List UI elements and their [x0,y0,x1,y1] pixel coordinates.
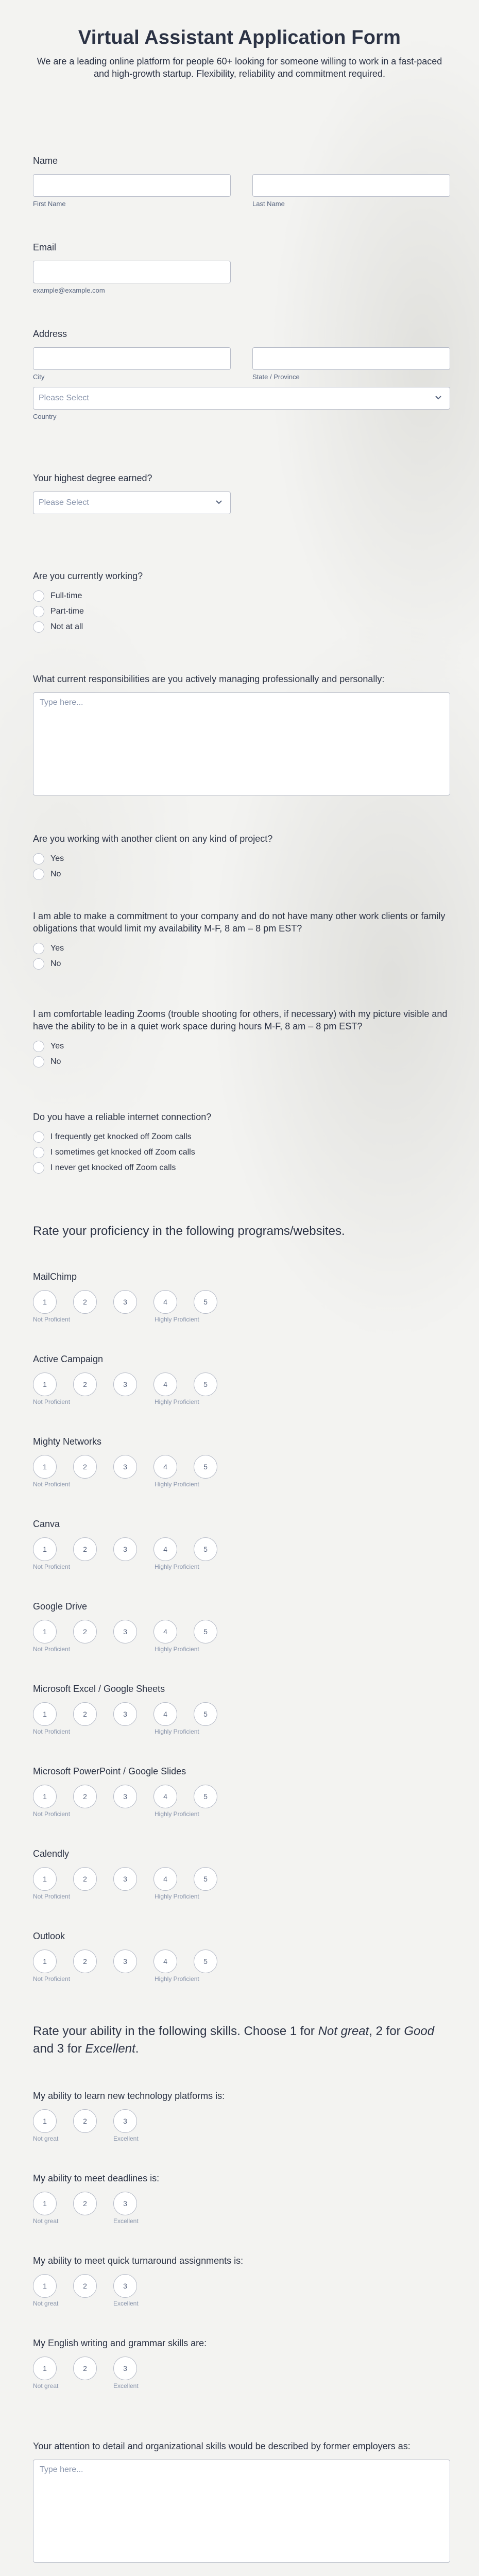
working-option[interactable] [33,588,450,604]
working-label: Are you currently working? [33,571,143,581]
rating-scale [33,1950,450,1973]
skill-rating-group [33,2090,450,2144]
skills-heading [33,2023,450,2058]
rating-scale-labels [33,1316,450,1325]
country-sublabel: Country [33,413,57,420]
rating-option[interactable]: 1 [33,1785,57,1808]
option-label: Not at all [50,622,83,631]
rating-option[interactable]: 2 [73,1867,97,1891]
skills-heading-emphasis: Not great [318,2024,369,2038]
radio-button[interactable] [33,1147,44,1158]
skills-heading-emphasis: Good [404,2024,435,2038]
program-rating-label: Canva [33,1519,60,1529]
scale-low-label: Not Proficient [33,1481,71,1488]
commitment-label: I am able to make a commitment to your company and do not have many other work clients or family obligations that would limit my availability M-F, 8 am – 8 pm EST? [33,911,446,934]
option-label: Full-time [50,591,82,600]
option-label: I frequently get knocked off Zoom calls [50,1132,192,1141]
scale-low-label: Not Proficient [33,1398,71,1405]
scale-high-label: Highly Proficient [155,1563,199,1570]
rating-scale [33,1455,450,1479]
rating-option[interactable]: 4 [153,1537,177,1561]
rating-option[interactable]: 3 [113,1620,137,1643]
city-input[interactable] [33,347,231,370]
rating-scale [33,1702,450,1726]
attention-textarea[interactable] [33,2460,450,2563]
rating-option[interactable]: 2 [73,1950,97,1973]
scale-low-label: Not Proficient [33,1316,71,1323]
scale-low-label: Not Proficient [33,1810,71,1818]
scale-low-label: Not Proficient [33,1728,71,1735]
rating-option[interactable]: 1 [33,2357,57,2380]
rating-scale [33,1290,450,1314]
rating-option[interactable]: 4 [153,1950,177,1973]
rating-option[interactable]: 1 [33,2109,57,2133]
rating-option[interactable]: 2 [73,2109,97,2133]
radio-button[interactable] [33,606,44,617]
commitment-field-group [33,910,450,972]
rating-option[interactable]: 3 [113,1867,137,1891]
internet-option[interactable] [33,1129,450,1145]
other-client-label: Are you working with another client on any kind of project? [33,834,273,844]
rating-scale [33,2109,450,2133]
rating-option[interactable]: 4 [153,1620,177,1643]
option-label: Yes [50,1042,64,1050]
scale-low-label: Not Proficient [33,1893,71,1900]
rating-option[interactable]: 3 [113,2357,137,2380]
rating-option[interactable]: 2 [73,1290,97,1314]
skills-heading-text: Rate your ability in the following skills. Choose 1 for [33,2024,318,2038]
skill-rating-label: My ability to meet deadlines is: [33,2173,160,2183]
scale-high-label: Highly Proficient [155,1481,199,1488]
radio-button[interactable] [33,590,44,602]
option-label: Yes [50,854,64,863]
rating-option[interactable]: 4 [153,1702,177,1726]
rating-option[interactable]: 3 [113,1290,137,1314]
rating-option[interactable]: 4 [153,1455,177,1479]
commitment-option[interactable] [33,956,450,972]
working-field-group [33,570,450,635]
rating-option[interactable]: 4 [153,1372,177,1396]
country-select[interactable] [33,387,450,410]
rating-option[interactable]: 1 [33,1290,57,1314]
program-rating-group [33,1930,450,1985]
radio-button[interactable] [33,1056,44,1067]
rating-scale-labels [33,1893,450,1902]
scale-high-label: Highly Proficient [155,1893,199,1900]
rating-option[interactable]: 1 [33,1702,57,1726]
other-client-option[interactable] [33,867,450,882]
rating-scale-labels [33,1481,450,1490]
zooms-option[interactable] [33,1054,450,1070]
radio-button[interactable] [33,869,44,880]
rating-option[interactable]: 5 [194,1785,217,1808]
degree-field-group [33,472,450,514]
rating-scale-labels [33,1563,450,1572]
skills-heading-text: and 3 for [33,2042,85,2056]
rating-option[interactable]: 3 [113,2109,137,2133]
responsibilities-label: What current responsibilities are you actively managing professionally and personally: [33,674,385,684]
rating-scale [33,2274,450,2298]
scale-high-label: Excellent [113,2135,139,2142]
program-rating-label: MailChimp [33,1272,77,1282]
email-field-group [33,241,450,294]
last-name-sublabel: Last Name [252,200,285,208]
program-rating-label: Active Campaign [33,1354,104,1364]
rating-option[interactable]: 1 [33,1867,57,1891]
rating-option[interactable]: 1 [33,1950,57,1973]
chevron-down-icon [214,497,224,507]
first-name-input[interactable] [33,174,231,197]
rating-option[interactable]: 2 [73,1537,97,1561]
page-subtitle: We are a leading online platform for people 60+ looking for someone willing to work in a fast-paced and high-growth startup. Flexibility, reliability and commitment required. [37,56,442,79]
rating-option[interactable]: 5 [194,1455,217,1479]
scale-low-label: Not great [33,2382,59,2389]
skills-heading-text: , 2 for [369,2024,404,2038]
rating-option[interactable]: 2 [73,2192,97,2215]
rating-scale-labels [33,2135,450,2144]
radio-button[interactable] [33,1041,44,1052]
degree-select-value: Please Select [39,498,89,507]
program-rating-label: Mighty Networks [33,1436,102,1447]
other-client-field-group [33,833,450,882]
rating-option[interactable]: 2 [73,1620,97,1643]
option-label: No [50,959,61,968]
rating-scale [33,1785,450,1808]
rating-scale [33,1537,450,1561]
option-label: No [50,870,61,878]
rating-option[interactable]: 2 [73,1372,97,1396]
radio-button[interactable] [33,853,44,865]
rating-option[interactable]: 5 [194,1950,217,1973]
option-label: Part-time [50,607,84,616]
chevron-down-icon [433,393,443,403]
email-label: Email [33,242,57,252]
country-select-value: Please Select [39,394,89,402]
option-label: No [50,1057,61,1066]
scale-high-label: Highly Proficient [155,1316,199,1323]
program-rating-group [33,1435,450,1490]
other-client-option[interactable] [33,851,450,867]
attention-field-group [33,2440,450,2563]
rating-scale-labels [33,1810,450,1820]
option-label: I never get knocked off Zoom calls [50,1163,176,1172]
rating-option[interactable]: 3 [113,2274,137,2298]
working-option[interactable] [33,604,450,619]
degree-select[interactable] [33,492,231,514]
responsibilities-textarea[interactable] [33,692,450,795]
internet-label: Do you have a reliable internet connection? [33,1112,212,1122]
scale-low-label: Not Proficient [33,1563,71,1570]
program-rating-group [33,1765,450,1820]
rating-scale [33,2192,450,2215]
rating-option[interactable]: 1 [33,2192,57,2215]
address-label: Address [33,329,67,339]
program-rating-label: Calendly [33,1849,70,1859]
radio-button[interactable] [33,943,44,954]
skill-rating-group [33,2337,450,2392]
rating-option[interactable]: 2 [73,2357,97,2380]
rating-scale [33,1867,450,1891]
rating-scale [33,2357,450,2380]
scale-high-label: Highly Proficient [155,1975,199,1982]
rating-option[interactable]: 3 [113,1537,137,1561]
skill-rating-group [33,2255,450,2309]
rating-scale-labels [33,2382,450,2392]
rating-option[interactable]: 2 [73,1702,97,1726]
city-sublabel: City [33,373,45,381]
name-label: Name [33,156,58,166]
option-label: I sometimes get knocked off Zoom calls [50,1148,195,1157]
form-header [0,0,479,80]
zooms-label: I am comfortable leading Zooms (trouble shooting for others, if necessary) with my picture visible and have the ability to be in a quiet work space during hours M-F, 8 am – 8 pm EST? [33,1009,448,1031]
internet-option[interactable] [33,1160,450,1176]
rating-scale [33,1372,450,1396]
rating-option[interactable]: 4 [153,1290,177,1314]
skill-rating-label: My ability to learn new technology platforms is: [33,2091,225,2101]
rating-option[interactable]: 5 [194,1372,217,1396]
rating-option[interactable]: 5 [194,1620,217,1643]
option-label: Yes [50,944,64,953]
scale-low-label: Not great [33,2217,59,2225]
internet-option[interactable] [33,1145,450,1160]
rating-option[interactable]: 2 [73,2274,97,2298]
scale-high-label: Highly Proficient [155,1728,199,1735]
rating-scale [33,1620,450,1643]
program-rating-group [33,1683,450,1737]
scale-low-label: Not Proficient [33,1646,71,1653]
internet-field-group [33,1111,450,1176]
radio-button[interactable] [33,958,44,970]
radio-button[interactable] [33,1131,44,1143]
working-option[interactable] [33,619,450,635]
name-field-group [33,155,450,208]
state-sublabel: State / Province [252,373,300,381]
rating-option[interactable]: 5 [194,1702,217,1726]
program-rating-group [33,1600,450,1655]
zooms-field-group [33,1008,450,1070]
scale-low-label: Not great [33,2300,59,2307]
program-rating-label: Outlook [33,1931,65,1941]
scale-low-label: Not Proficient [33,1975,71,1982]
rating-option[interactable]: 2 [73,1785,97,1808]
rating-option[interactable]: 3 [113,1950,137,1973]
rating-scale-labels [33,2300,450,2309]
skill-rating-group [33,2172,450,2227]
rating-option[interactable]: 5 [194,1537,217,1561]
program-rating-label: Google Drive [33,1601,88,1612]
radio-button[interactable] [33,1162,44,1174]
scale-high-label: Highly Proficient [155,1398,199,1405]
rating-option[interactable]: 4 [153,1785,177,1808]
rating-option[interactable]: 5 [194,1290,217,1314]
rating-option[interactable]: 3 [113,1455,137,1479]
last-name-input[interactable] [252,174,450,197]
page-title: Virtual Assistant Application Form [78,27,401,48]
rating-option[interactable]: 1 [33,1372,57,1396]
state-input[interactable] [252,347,450,370]
email-input[interactable] [33,261,231,283]
scale-high-label: Highly Proficient [155,1646,199,1653]
skill-rating-label: My ability to meet quick turnaround assignments is: [33,2256,244,2266]
rating-option[interactable]: 1 [33,1537,57,1561]
rating-scale-labels [33,2217,450,2227]
degree-label: Your highest degree earned? [33,473,152,483]
scale-high-label: Highly Proficient [155,1810,199,1818]
attention-label: Your attention to detail and organizational skills would be described by former employers as: [33,2441,410,2451]
rating-option[interactable]: 3 [113,1702,137,1726]
rating-option[interactable]: 3 [113,1372,137,1396]
proficiency-heading: Rate your proficiency in the following programs/websites. [33,1224,345,1238]
radio-button[interactable] [33,621,44,633]
program-rating-label: Microsoft Excel / Google Sheets [33,1684,165,1694]
skills-heading-text: . [135,2042,139,2056]
rating-scale-labels [33,1728,450,1737]
skills-heading-emphasis: Excellent [85,2042,135,2056]
rating-option[interactable]: 1 [33,1620,57,1643]
commitment-option[interactable] [33,941,450,956]
rating-option[interactable]: 4 [153,1867,177,1891]
rating-option[interactable]: 1 [33,2274,57,2298]
rating-scale-labels [33,1398,450,1408]
scale-low-label: Not great [33,2135,59,2142]
scale-high-label: Excellent [113,2217,139,2225]
rating-scale-labels [33,1975,450,1985]
scale-high-label: Excellent [113,2300,139,2307]
rating-option[interactable]: 1 [33,1455,57,1479]
responsibilities-field-group [33,673,450,795]
scale-high-label: Excellent [113,2382,139,2389]
zooms-option[interactable] [33,1039,450,1054]
rating-scale-labels [33,1646,450,1655]
skill-rating-label: My English writing and grammar skills are: [33,2338,207,2348]
rating-option[interactable]: 5 [194,1867,217,1891]
program-rating-group [33,1518,450,1572]
address-field-group [33,328,450,420]
email-sublabel: example@example.com [33,286,105,294]
program-rating-label: Microsoft PowerPoint / Google Slides [33,1766,186,1776]
rating-option[interactable]: 3 [113,1785,137,1808]
rating-option[interactable]: 2 [73,1455,97,1479]
program-rating-group [33,1270,450,1325]
program-rating-group [33,1353,450,1408]
first-name-sublabel: First Name [33,200,66,208]
rating-option[interactable]: 3 [113,2192,137,2215]
program-rating-group [33,1848,450,1902]
